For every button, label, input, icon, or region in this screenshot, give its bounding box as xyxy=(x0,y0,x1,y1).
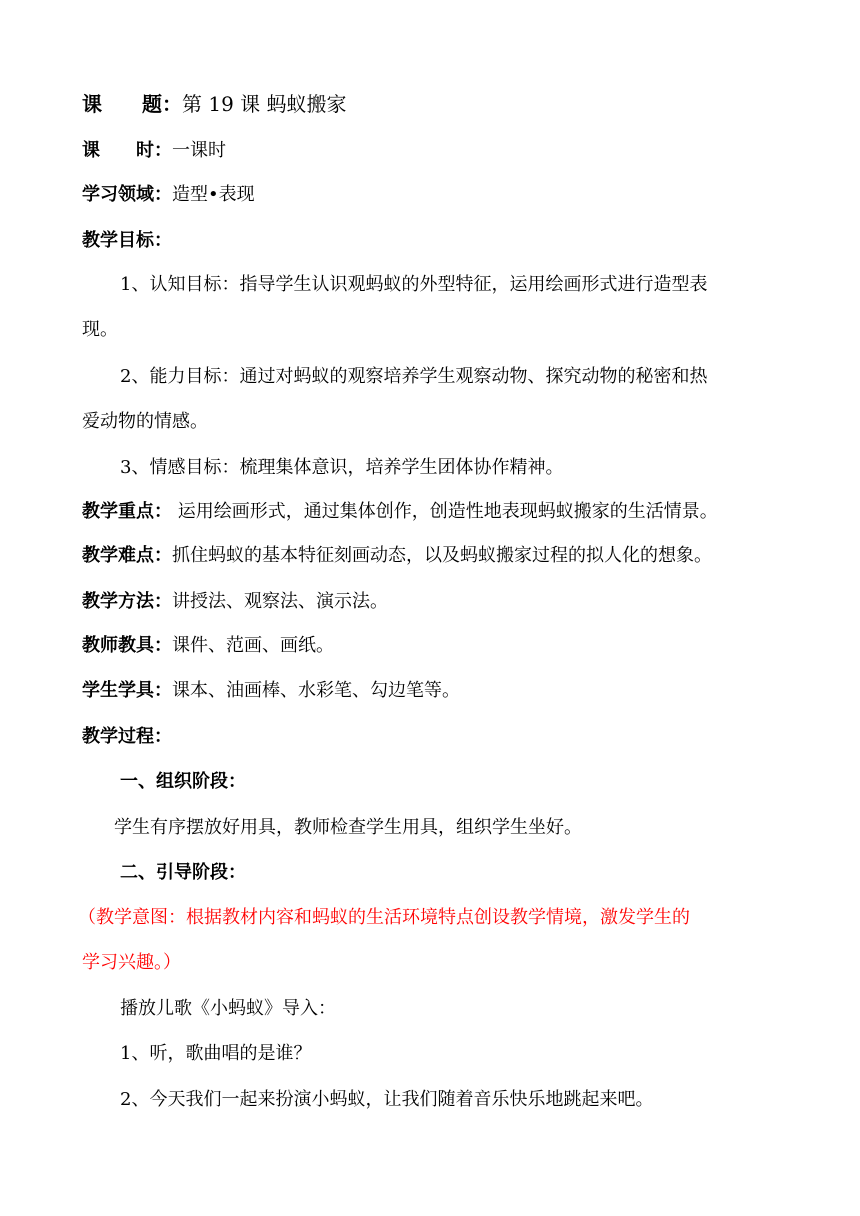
student-tools-value: 课本、油画棒、水彩笔、勾边笔等。 xyxy=(172,680,460,701)
intro-line: 播放儿歌《小蚂蚁》导入： xyxy=(120,998,336,1019)
lesson-period-value: 一课时 xyxy=(172,140,226,161)
learning-domain-value: 造型•表现 xyxy=(172,184,255,205)
difficulty-value: 抓住蚂蚁的基本特征刻画动态，以及蚂蚁搬家过程的拟人化的想象。 xyxy=(172,545,712,566)
stage-1-heading: 一、组织阶段： xyxy=(120,771,246,792)
key-point-line xyxy=(82,500,782,524)
difficulty-line xyxy=(82,544,782,568)
student-tools-line xyxy=(82,679,782,703)
stage-1-text: 学生有序摆放好用具，教师检查学生用具，组织学生坐好。 xyxy=(114,817,582,838)
teacher-tools-value: 课件、范画、画纸。 xyxy=(172,635,334,656)
question-1: 1、听，歌曲唱的是谁？ xyxy=(120,1043,312,1064)
lesson-period-line xyxy=(82,139,782,163)
method-label: 教学方法： xyxy=(82,591,172,612)
goal-2-line-2: 爱动物的情感。 xyxy=(82,411,208,432)
teaching-intent-line-1: （教学意图：根据教材内容和蚂蚁的生活环境特点创设教学情境，激发学生的 xyxy=(78,907,690,928)
question-2: 2、今天我们一起来扮演小蚂蚁，让我们随着音乐快乐地跳起来吧。 xyxy=(120,1089,654,1110)
teacher-tools-label: 教师教具： xyxy=(82,635,172,656)
goal-1-line-1: 1、认知目标：指导学生认识观蚂蚁的外型特征，运用绘画形式进行造型表 xyxy=(120,274,708,295)
lesson-title-line xyxy=(82,92,782,116)
key-point-label: 教学重点： xyxy=(82,501,172,522)
teaching-intent-line-2: 学习兴趣。） xyxy=(82,952,181,973)
process-heading: 教学过程： xyxy=(82,726,172,747)
lesson-period-label: 课 时： xyxy=(82,140,172,161)
goal-1-line-2: 现。 xyxy=(82,319,118,340)
lesson-title-label: 课 题： xyxy=(82,92,182,116)
goal-2-line-1: 2、能力目标：通过对蚂蚁的观察培养学生观察动物、探究动物的秘密和热 xyxy=(120,366,708,387)
learning-domain-label: 学习领域： xyxy=(82,184,172,205)
method-line xyxy=(82,590,782,614)
difficulty-label: 教学难点： xyxy=(82,545,172,566)
method-value: 讲授法、观察法、演示法。 xyxy=(172,591,388,612)
learning-domain-line xyxy=(82,183,782,207)
teacher-tools-line xyxy=(82,634,782,658)
goal-3-line: 3、情感目标：梳理集体意识，培养学生团体协作精神。 xyxy=(120,457,564,478)
stage-2-heading: 二、引导阶段： xyxy=(120,862,246,883)
student-tools-label: 学生学具： xyxy=(82,680,172,701)
lesson-title-value: 第 19 课 蚂蚁搬家 xyxy=(182,92,347,116)
goals-heading: 教学目标： xyxy=(82,230,172,251)
key-point-value: 运用绘画形式，通过集体创作，创造性地表现蚂蚁搬家的生活情景。 xyxy=(172,501,718,522)
